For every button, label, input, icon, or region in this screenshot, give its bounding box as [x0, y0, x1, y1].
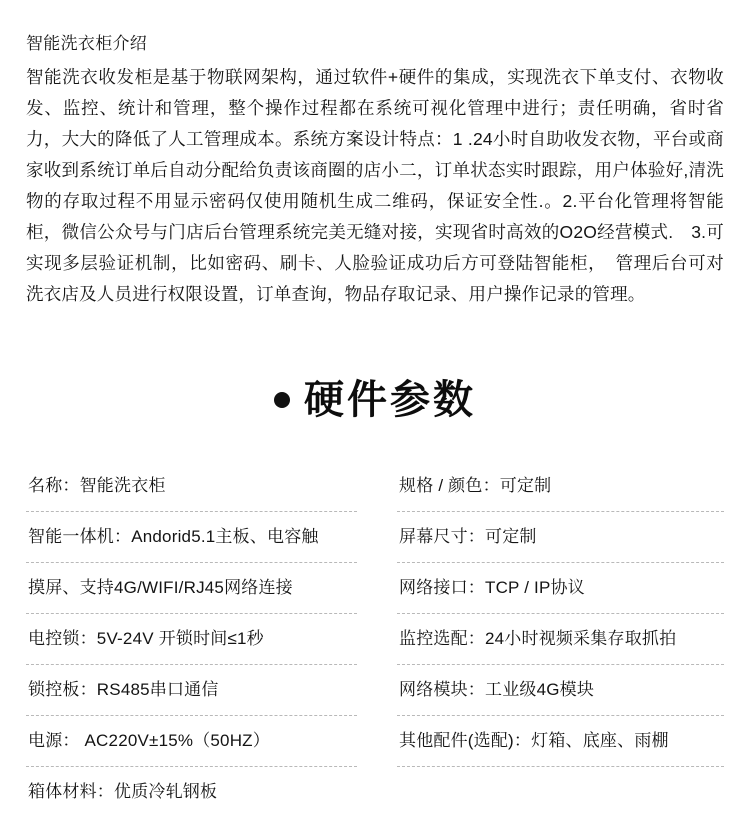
spec-row: 其他配件(选配)：灯箱、底座、雨棚	[397, 716, 724, 767]
section-title: 硬件参数	[304, 377, 476, 423]
spec-row: 屏幕尺寸：可定制	[397, 512, 724, 563]
spec-row: 规格 / 颜色：可定制	[397, 461, 724, 512]
spec-column-right	[375, 461, 724, 817]
spec-row: 电源： AC220V±15%（50HZ）	[26, 716, 357, 767]
spec-row	[397, 767, 724, 793]
spec-row: 电控锁：5V-24V 开锁时间≤1秒	[26, 614, 357, 665]
spec-row: 网络接口：TCP / IP协议	[397, 563, 724, 614]
spec-row: 监控选配：24小时视频采集存取抓拍	[397, 614, 724, 665]
hardware-params-heading	[0, 368, 750, 425]
spec-row: 箱体材料：优质冷轧钢板	[28, 782, 218, 801]
intro-section	[0, 0, 750, 310]
intro-title: 智能洗衣柜介绍	[26, 34, 148, 53]
spec-row: 网络模块：工业级4G模块	[397, 665, 724, 716]
spec-table	[0, 461, 750, 817]
spec-row: 锁控板：RS485串口通信	[26, 665, 357, 716]
spec-column-left	[26, 461, 375, 817]
spec-row: 名称：智能洗衣柜	[26, 461, 357, 512]
dot-icon	[274, 392, 290, 408]
spec-row: 智能一体机：Andorid5.1主板、电容触	[26, 512, 357, 563]
spec-row: 摸屏、支持4G/WIFI/RJ45网络连接	[26, 563, 357, 614]
intro-body: 智能洗衣收发柜是基于物联网架构，通过软件+硬件的集成，实现洗衣下单支付、衣物收发、监控、统计和管理，整个操作过程都在系统可视化管理中进行；责任明确，省时省力，大大的降低了人工管理成本。系统方案设计特点：1 .24小时自助收发衣物，平台或商家收到系统订单后自动分配给负责该商圈的店小二，订单状态实时跟踪，用户体验好,清洗物的存取过程不用显示密码仅使用随机生成二维码，保证安全性.。2.平台化管理将智能柜，微信公众号与门店后台管理系统完美无缝对接，实现省时高效的O2O经营模式. 3.可实现多层验证机制，比如密码、刷卡、人脸验证成功后方可登陆智能柜， 管理后台可对洗衣店及人员进行权限设置，订单查询，物品存取记录、用户操作记录的管理。	[26, 67, 724, 304]
